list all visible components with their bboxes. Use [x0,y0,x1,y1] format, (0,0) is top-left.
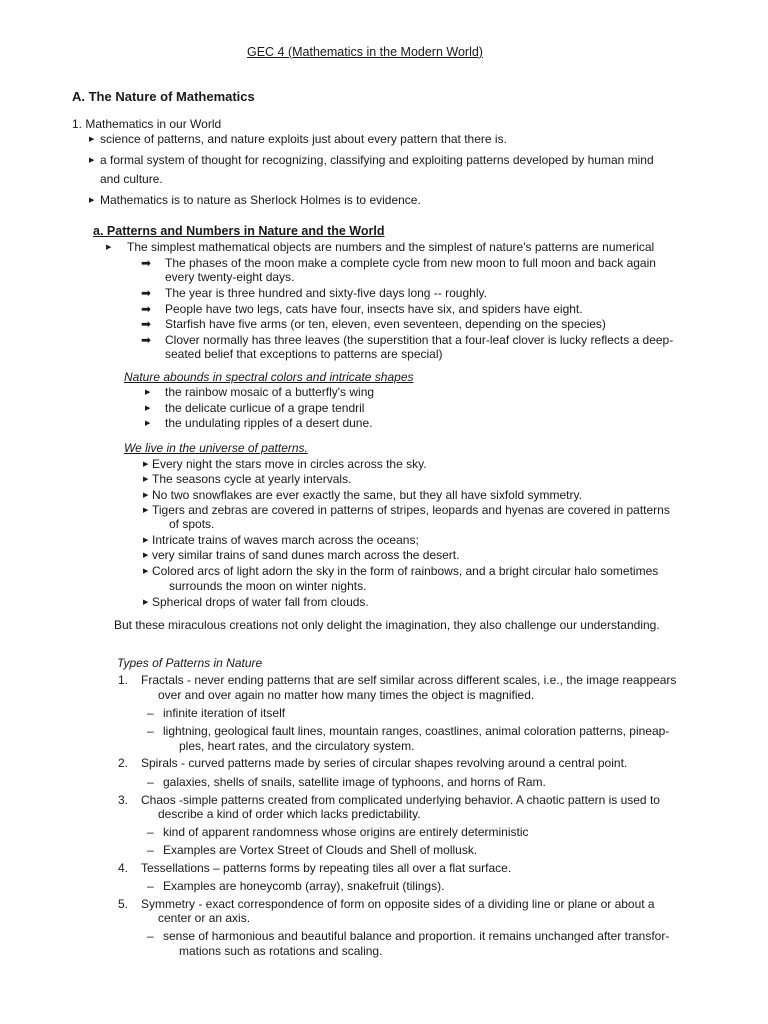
list-item: Chaos -simple patterns created from complicated underlying behavior. A chaotic pattern is used to [141,793,660,807]
list-item: Spirals - curved patterns made by series of circular shapes revolving around a central point. [141,756,628,770]
triangle-bullet-icon: ▶ [143,461,149,468]
spectral-heading: Nature abounds in spectral colors and intricate shapes [124,370,414,384]
triangle-bullet-icon: ▶ [145,405,151,412]
dash-bullet-icon: – [147,724,154,738]
triangle-bullet-icon: ▶ [143,552,149,559]
list-item: Examples are Vortex Street of Clouds and Shell of mollusk. [163,843,478,857]
list-number: 3. [118,793,129,807]
arrow-bullet-icon: ➡ [141,256,152,270]
list-item: Intricate trains of waves march across the oceans; [152,533,419,547]
list-item: science of patterns, and nature exploits just about every pattern that there is. [100,132,507,146]
list-item: a formal system of thought for recognizing, classifying and exploiting patterns developed by human mind [100,153,654,167]
document-title: GEC 4 (Mathematics in the Modern World) [247,45,483,59]
triangle-bullet-icon: ▶ [106,244,112,251]
section-heading: A. The Nature of Mathematics [72,89,255,104]
list-item-continuation: and culture. [100,172,163,186]
list-item: Spherical drops of water fall from clouds. [152,595,369,609]
list-item: Tessellations – patterns forms by repeating tiles all over a flat surface. [141,861,512,875]
triangle-bullet-icon: ▶ [143,507,149,514]
dash-bullet-icon: – [147,775,154,789]
list-item: very similar trains of sand dunes march across the desert. [152,548,460,562]
triangle-bullet-icon: ▶ [143,568,149,575]
paragraph: But these miraculous creations not only delight the imagination, they also challenge our understanding. [114,618,660,632]
list-item: Tigers and zebras are covered in patterns of stripes, leopards and hyenas are covered in patterns [152,503,670,517]
list-item: sense of harmonious and beautiful balance and proportion. it remains unchanged after transfor- [163,929,670,943]
list-item: Symmetry - exact correspondence of form on opposite sides of a dividing line or plane or about a [141,897,655,911]
dash-bullet-icon: – [147,929,154,943]
list-item-continuation: surrounds the moon on winter nights. [169,579,367,593]
list-item-continuation: of spots. [169,517,215,531]
item-label: 1. Mathematics in our World [72,117,222,131]
list-item: Starfish have five arms (or ten, eleven, even seventeen, depending on the species) [165,317,606,331]
types-heading: Types of Patterns in Nature [117,656,263,670]
list-item: The simplest mathematical objects are numbers and the simplest of nature's patterns are numerical [127,240,655,254]
triangle-bullet-icon: ▶ [89,197,95,204]
list-item: the undulating ripples of a desert dune. [165,416,373,430]
list-item-continuation: describe a kind of order which lacks predictability. [158,807,421,821]
list-item-continuation: center or an axis. [158,911,251,925]
list-item: Colored arcs of light adorn the sky in the form of rainbows, and a bright circular halo sometimes [152,564,659,578]
list-item: People have two legs, cats have four, insects have six, and spiders have eight. [165,302,583,316]
arrow-bullet-icon: ➡ [141,333,152,347]
list-item: The seasons cycle at yearly intervals. [152,472,352,486]
list-item: No two snowflakes are ever exactly the same, but they all have sixfold symmetry. [152,488,582,502]
list-item-continuation: mations such as rotations and scaling. [179,944,383,958]
triangle-bullet-icon: ▶ [143,599,149,606]
dash-bullet-icon: – [147,825,154,839]
triangle-bullet-icon: ▶ [143,537,149,544]
list-number: 4. [118,861,129,875]
list-number: 5. [118,897,129,911]
list-item: kind of apparent randomness whose origins are entirely deterministic [163,825,529,839]
list-item-continuation: seated belief that exceptions to patterns are special) [165,347,443,361]
list-item: The year is three hundred and sixty-five days long -- roughly. [165,286,487,300]
triangle-bullet-icon: ▶ [143,476,149,483]
list-number: 1. [118,673,129,687]
universe-heading: We live in the universe of patterns. [124,441,308,455]
list-item: Clover normally has three leaves (the superstition that a four-leaf clover is lucky reflects a deep- [165,333,674,347]
list-item: galaxies, shells of snails, satellite image of typhoons, and horns of Ram. [163,775,546,789]
dash-bullet-icon: – [147,843,154,857]
list-item: the delicate curlicue of a grape tendril [165,401,365,415]
triangle-bullet-icon: ▶ [143,492,149,499]
triangle-bullet-icon: ▶ [89,157,95,164]
list-item: the rainbow mosaic of a butterfly's wing [165,385,375,399]
arrow-bullet-icon: ➡ [141,317,152,331]
dash-bullet-icon: – [147,706,154,720]
list-item: Examples are honeycomb (array), snakefruit (tilings). [163,879,445,893]
triangle-bullet-icon: ▶ [145,420,151,427]
subsection-title: . Patterns and Numbers in Nature and the World [99,224,385,238]
triangle-bullet-icon: ▶ [89,136,95,143]
list-item: Every night the stars move in circles across the sky. [152,457,427,471]
arrow-bullet-icon: ➡ [141,286,152,300]
arrow-bullet-icon: ➡ [141,302,152,316]
triangle-bullet-icon: ▶ [145,389,151,396]
list-number: 2. [118,756,129,770]
list-item: Mathematics is to nature as Sherlock Holmes is to evidence. [100,193,421,207]
list-item-continuation: over and over again no matter how many times the object is magnified. [158,688,535,702]
list-item: infinite iteration of itself [163,706,286,720]
list-item-continuation: ples, heart rates, and the circulatory system. [179,739,415,753]
list-item: The phases of the moon make a complete cycle from new moon to full moon and back again [165,256,656,270]
list-item: lightning, geological fault lines, mountain ranges, coastlines, animal coloration patterns, pineap- [163,724,670,738]
subsection-heading [93,224,385,239]
subsection-prefix: a [93,224,100,238]
list-item-continuation: every twenty-eight days. [165,270,295,284]
dash-bullet-icon: – [147,879,154,893]
list-item: Fractals - never ending patterns that are self similar across different scales, i.e., the image reappears [141,673,677,687]
